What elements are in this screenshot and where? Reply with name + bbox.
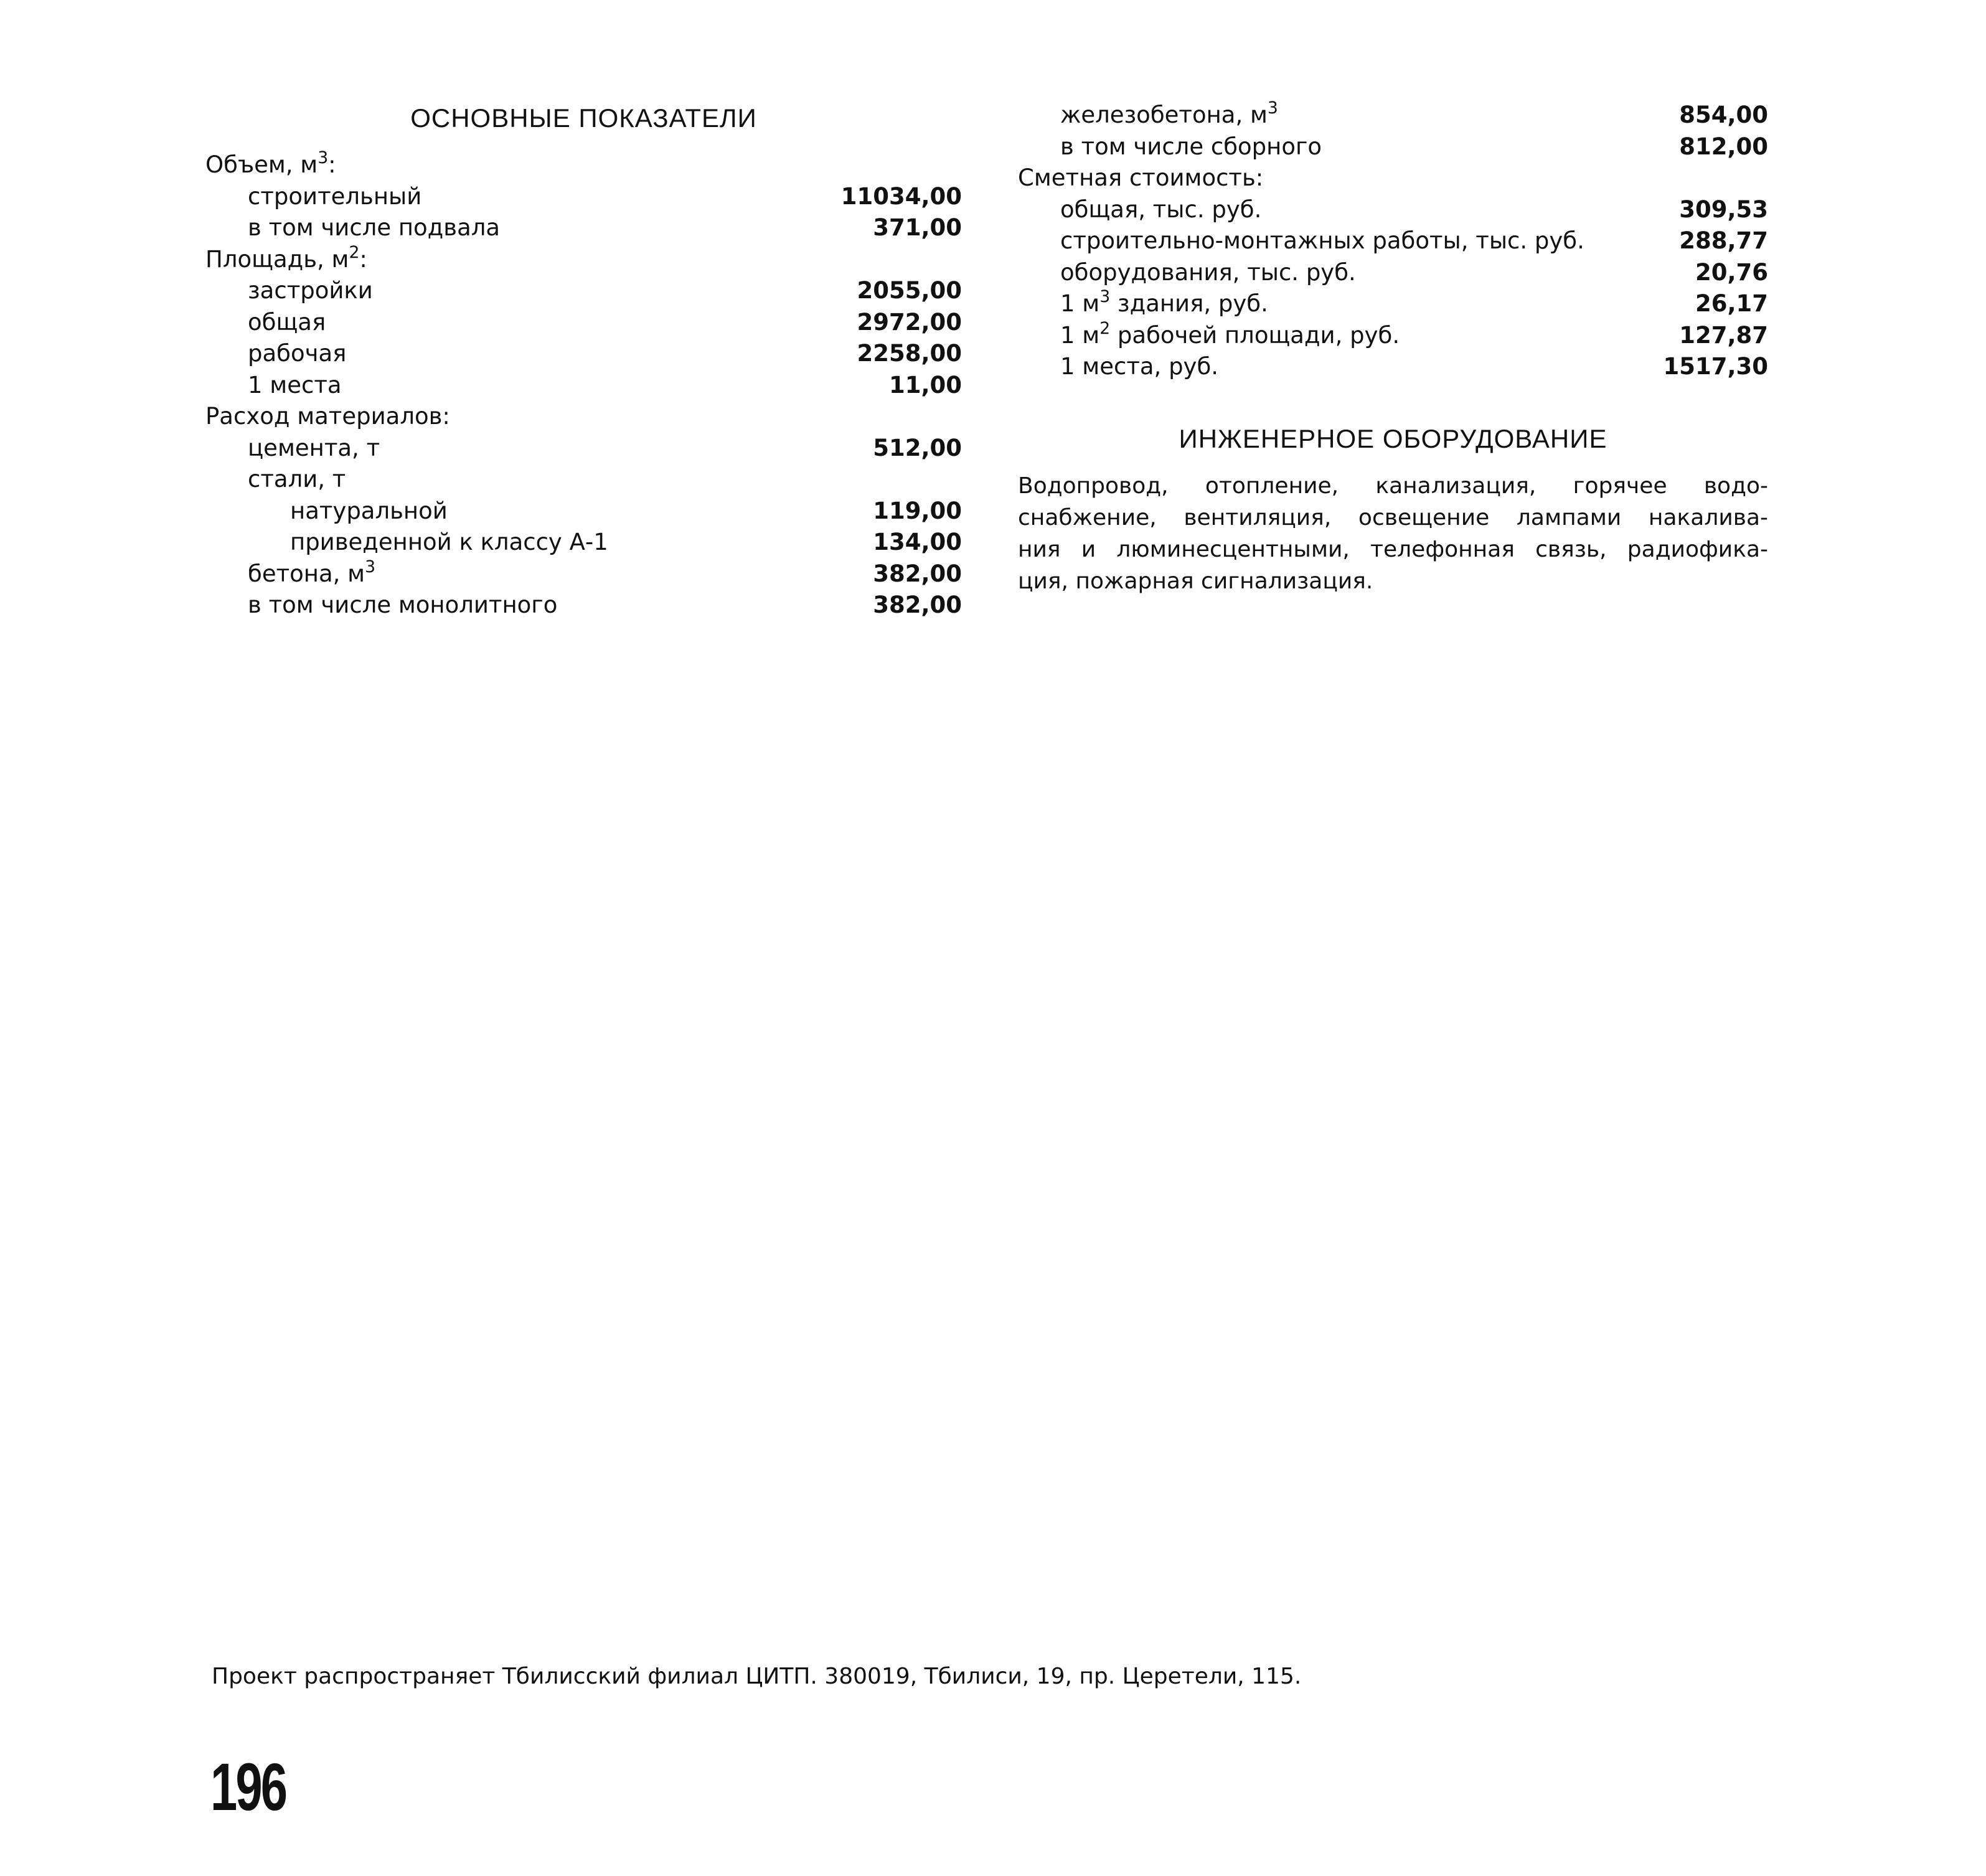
indicator-value: 309,53 (1679, 196, 1768, 223)
unit-exponent: 3 (365, 557, 376, 577)
indicator-label (1018, 288, 1268, 320)
indicator-label (205, 433, 380, 464)
unit-exponent: 2 (1099, 318, 1111, 338)
unit-exponent: 3 (1099, 287, 1111, 307)
indicator-label-text: бетона, м (248, 560, 365, 587)
indicator-label-text: застройки (248, 277, 373, 304)
indicator-label-text: в том числе монолитного (248, 592, 558, 618)
indicator-label-text: стали, т (248, 466, 346, 493)
indicator-row (205, 527, 962, 559)
unit-exponent: 3 (318, 148, 329, 168)
paragraph-line: ния и люминесцентными, телефонная связь, радиофика- (1018, 536, 1768, 562)
indicator-label-text: строительно-монтажных работы, тыс. руб. (1060, 227, 1584, 254)
indicator-value: 2055,00 (857, 277, 962, 304)
indicator-label-text: Объем, м (205, 151, 318, 178)
indicator-row (205, 275, 962, 307)
indicator-row (205, 433, 962, 464)
indicator-label (205, 370, 342, 402)
indicator-label-text: Сметная стоимость: (1018, 164, 1264, 191)
indicator-label-text: 1 м (1060, 321, 1100, 349)
indicator-row (1018, 257, 1768, 289)
indicator-value: 20,76 (1695, 258, 1768, 286)
indicator-value: 11034,00 (840, 182, 962, 210)
indicator-label-text: Площадь, м (205, 245, 349, 273)
indicator-value: 512,00 (873, 434, 962, 461)
indicator-label-text: приведенной к классу А-1 (290, 529, 608, 555)
indicator-label (205, 244, 367, 276)
unit-exponent: 3 (1267, 98, 1278, 118)
indicator-label-text: общая (248, 308, 326, 336)
indicator-label (1018, 320, 1400, 352)
indicator-label (205, 464, 346, 496)
indicator-row (1018, 131, 1768, 163)
indicator-label-suffix: : (328, 151, 336, 178)
indicator-row (1018, 100, 1768, 131)
indicator-label-text: общая, тыс. руб. (1060, 196, 1262, 223)
engineering-equipment-heading: ИНЖЕНЕРНОЕ ОБОРУДОВАНИЕ (1179, 423, 1607, 453)
indicator-row (205, 370, 962, 402)
indicator-row (1018, 320, 1768, 352)
indicator-row (205, 590, 962, 621)
paragraph-line: Водопровод, отопление, канализация, горячее водо- (1018, 473, 1768, 499)
indicator-value: 1517,30 (1663, 353, 1768, 380)
indicator-label (1018, 131, 1322, 163)
indicator-value: 382,00 (873, 560, 962, 587)
indicator-label-text: Расход материалов: (205, 403, 450, 430)
indicator-label (205, 181, 421, 213)
indicator-label-text: 1 места, руб. (1060, 353, 1219, 380)
indicator-label-suffix: здания, руб. (1110, 290, 1268, 317)
indicator-label-text: 1 места (248, 371, 342, 398)
indicator-value: 288,77 (1679, 227, 1768, 254)
indicator-label-suffix: рабочей площади, руб. (1110, 321, 1400, 349)
indicator-row (205, 496, 962, 527)
section-gap (1018, 383, 1768, 420)
indicator-label-text: оборудования, тыс. руб. (1060, 258, 1356, 286)
indicator-row (205, 559, 962, 590)
indicator-value: 2972,00 (857, 308, 962, 336)
indicator-label (205, 212, 500, 244)
indicator-label (205, 496, 448, 527)
paragraph-line: снабжение, вентиляция, освещение лампами накалива- (1018, 504, 1768, 530)
indicator-row (1018, 225, 1768, 257)
indicator-row (205, 338, 962, 370)
indicator-label-text: натуральной (290, 497, 448, 524)
indicator-value: 382,00 (873, 592, 962, 618)
cost-indicators-list (1018, 100, 1768, 383)
indicator-label-text: строительный (248, 182, 422, 210)
indicator-row (205, 181, 962, 213)
indicator-row (205, 244, 962, 276)
indicator-label-text: в том числе сборного (1060, 133, 1322, 160)
main-indicators-column (205, 100, 962, 621)
indicator-label-text: в том числе подвала (248, 214, 501, 241)
indicator-value: 11,00 (888, 371, 962, 398)
main-indicators-heading: ОСНОВНЫЕ ПОКАЗАТЕЛИ (410, 103, 757, 133)
indicator-label-suffix: : (359, 245, 367, 273)
indicator-label-text: 1 м (1060, 290, 1100, 317)
indicator-label (205, 338, 346, 370)
indicator-value: 2258,00 (857, 340, 962, 367)
indicator-value: 134,00 (873, 529, 962, 555)
indicator-label-text: железобетона, м (1060, 101, 1268, 128)
distributor-footer: Проект распространяет Тбилисский филиал ЦИТП. 380019, Тбилиси, 19, пр. Церетели, 115. (212, 1664, 1302, 1689)
indicator-value: 854,00 (1679, 101, 1768, 128)
indicator-label (1018, 163, 1263, 194)
main-indicators-list (205, 149, 962, 621)
indicator-label (205, 559, 375, 590)
indicator-label (205, 590, 557, 621)
indicator-label (205, 149, 336, 181)
indicator-label-text: рабочая (248, 340, 347, 367)
indicator-value: 119,00 (873, 497, 962, 524)
indicator-label-text: цемента, т (248, 434, 380, 461)
indicator-row (205, 149, 962, 181)
indicator-row (205, 212, 962, 244)
indicator-row (1018, 288, 1768, 320)
indicator-row (205, 307, 962, 339)
indicator-value: 26,17 (1695, 290, 1768, 317)
right-column (1018, 100, 1768, 597)
indicator-label (205, 401, 450, 433)
indicator-label (1018, 257, 1356, 289)
indicator-value: 127,87 (1679, 321, 1768, 349)
indicator-value: 812,00 (1679, 133, 1768, 160)
paragraph-line: ция, пожарная сигнализация. (1018, 568, 1373, 594)
indicator-label (1018, 225, 1584, 257)
indicator-label (1018, 100, 1278, 131)
indicator-label (205, 307, 326, 339)
page-number: 196 (210, 1749, 286, 1824)
indicator-label (1018, 351, 1218, 383)
unit-exponent: 2 (349, 242, 360, 262)
indicator-row (205, 401, 962, 433)
indicator-row (1018, 194, 1768, 226)
indicator-row (1018, 163, 1768, 194)
indicator-row (205, 464, 962, 496)
indicator-label (205, 275, 373, 307)
indicator-row (1018, 351, 1768, 383)
indicator-label (205, 527, 608, 559)
indicator-label (1018, 194, 1261, 226)
engineering-equipment-paragraph (1018, 470, 1768, 597)
indicator-value: 371,00 (873, 214, 962, 241)
